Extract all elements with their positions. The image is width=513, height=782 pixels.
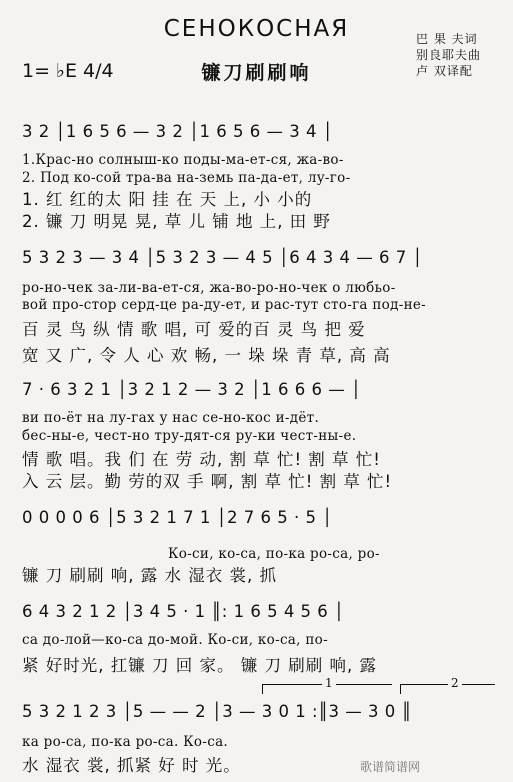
lyric-line-zh: 入 云 层。勤 劳的双 手 啊, 割 草 忙! 割 草 忙! (22, 472, 393, 491)
page-title: СЕНОКОСНАЯ (163, 16, 350, 42)
volta-label-1: 1 (322, 676, 336, 690)
lyric-line-zh: 紧 好时光, 扛镰 刀 回 家。 镰 刀 刷刷 响, 露 (22, 656, 377, 675)
credit-translator: 卢 双译配 (416, 64, 473, 78)
notation-line: 3 2 │1 6 5 6 — 3 2 │1 6 5 6 — 3 4 │ (22, 122, 334, 141)
volta-bracket-2-edge (400, 684, 401, 694)
song-subtitle: 镰刀刷刷响 (201, 62, 312, 84)
lyric-line: вой про-стор серд-це ра-ду-ет, и рас-тут сто-га под-не- (22, 297, 427, 313)
lyric-line-zh: 2. 镰 刀 明晃 晃, 草 儿 铺 地 上, 田 野 (22, 212, 331, 231)
watermark: 歌谱简谱网 (360, 760, 421, 774)
volta-bracket-1-edge (262, 684, 263, 694)
notation-line: 7 · 6 3 2 1 │3 2 1 2 — 3 2 │1 6 6 6 — │ (22, 380, 362, 399)
lyric-line: ви по-ёт на лу-гах у нас се-но-кос и-дёт. (22, 410, 320, 426)
lyric-line-zh: 情 歌 唱。我 们 在 劳 动, 割 草 忙! 割 草 忙! (22, 450, 381, 469)
lyric-line: са до-лой—ко-са до-мой. Ко-си, ко-са, по- (22, 632, 328, 648)
lyric-line: 2. Под ко-сой тра-ва на-земь па-да-ет, лу-го- (22, 170, 351, 186)
lyric-line-zh: 宽 又 广, 令 人 心 欢 畅, 一 垛 垛 青 草, 高 高 (22, 346, 391, 365)
lyric-line: Ко-си, ко-са, по-ка ро-са, ро- (168, 546, 380, 562)
notation-line: 0 0 0 0 6 │5 3 2 1 7 1 │2 7 6 5 · 5 │ (22, 508, 333, 527)
credit-composer: 别良耶夫曲 (416, 48, 482, 62)
volta-label-2: 2 (448, 676, 462, 690)
lyric-line-zh: 水 湿衣 裳, 抓紧 好 时 光。 (22, 756, 241, 775)
key-signature: 1= ♭E 4/4 (22, 60, 114, 82)
lyric-line: 1.Крас-но солныш-ко поды-ма-ет-ся, жа-во- (22, 152, 344, 168)
lyric-line: бес-ны-е, чест-но тру-дят-ся ру-ки чест-ны-е. (22, 428, 357, 444)
lyric-line-zh: 镰 刀 刷刷 响, 露 水 湿衣 裳, 抓 (22, 566, 277, 585)
credit-lyricist: 巴 果 夫词 (416, 32, 478, 46)
lyric-line-zh: 百 灵 鸟 纵 情 歌 唱, 可 爱的百 灵 鸟 把 爱 (22, 320, 366, 339)
notation-line: 6 4 3 2 1 2 │3 4 5 · 1 ║: 1 6 5 4 5 6 │ (22, 602, 345, 621)
notation-line: 5 3 2 1 2 3 │5 — — 2 │3 — 3 0 1 :║3 — 3 0 ║ (22, 702, 412, 721)
notation-line: 5 3 2 3 — 3 4 │5 3 2 3 — 4 5 │6 4 3 4 — 6 7 │ (22, 248, 423, 267)
lyric-line-zh: 1. 红 红的太 阳 挂 在 天 上, 小 小的 (22, 190, 313, 209)
lyric-line: ка ро-са, по-ка ро-са. Ко-са. (22, 734, 229, 750)
lyric-line: ро-но-чек за-ли-ва-ет-ся, жа-во-ро-но-чек о любьо- (22, 280, 396, 296)
